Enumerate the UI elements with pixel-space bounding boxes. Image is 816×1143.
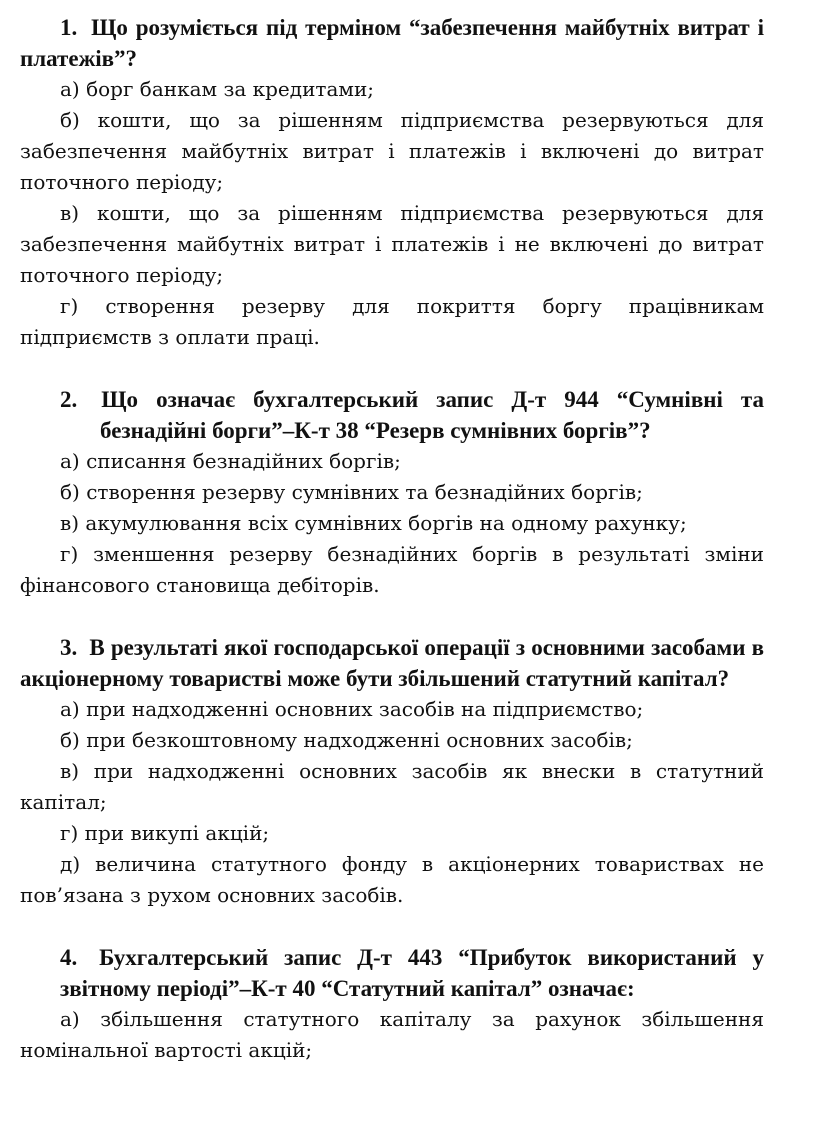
answer-option: а) списання безнадійних боргів; xyxy=(60,449,401,473)
answer-option: г) зменшення резерву безнадійних боргів в результаті зміни фінансового становища дебіторів. xyxy=(20,542,764,597)
answer-option: а) при надходженні основних засобів на підприємство; xyxy=(60,697,644,721)
question-text: Бухгалтерський запис Д-т 443 “Прибуток використаний у звітному періоді”–К-т 40 “Статутний капітал” означає: xyxy=(60,945,764,1001)
question-number: 1. xyxy=(60,15,78,40)
question-title xyxy=(20,632,764,694)
question-3 xyxy=(20,632,764,911)
question-number: 2. xyxy=(60,387,78,412)
question-title xyxy=(20,384,764,446)
answer-option: б) створення резерву сумнівних та безнадійних боргів; xyxy=(60,480,643,504)
question-title xyxy=(20,12,764,74)
question-text: Що розуміється під терміном “забезпечення майбутніх витрат і платежів”? xyxy=(20,15,764,71)
question-4 xyxy=(20,942,764,1066)
answer-option: а) збільшення статутного капіталу за рахунок збільшення номінальної вартості акцій; xyxy=(20,1007,764,1062)
question-text: Що означає бухгалтерський запис Д-т 944 “Сумнівні та безнадійні борги”–К-т 38 “Резерв сумнівних боргів”? xyxy=(100,387,764,443)
answer-option: в) акумулювання всіх сумнівних боргів на одному рахунку; xyxy=(60,511,687,535)
answer-option: д) величина статутного фонду в акціонерних товариствах не пов’язана з рухом основних засобів. xyxy=(20,852,764,907)
question-number: 3. xyxy=(60,635,78,660)
answer-option: г) створення резерву для покриття боргу працівникам підприємств з оплати праці. xyxy=(20,294,764,349)
answer-option: в) кошти, що за рішенням підприємства резервуються для забезпечення майбутніх витрат і платежів і не включені до витрат поточного періоду; xyxy=(20,201,764,287)
question-text: В результаті якої господарської операції з основними засобами в акціонерному товаристві може бути збільшений статутний капітал? xyxy=(20,635,764,691)
answer-option: а) борг банкам за кредитами; xyxy=(60,77,375,101)
question-title xyxy=(20,942,764,1004)
document-page xyxy=(20,12,764,1097)
question-2 xyxy=(20,384,764,601)
answer-option: б) при безкоштовному надходженні основних засобів; xyxy=(60,728,633,752)
answer-option: г) при викупі акцій; xyxy=(60,821,270,845)
answer-option: б) кошти, що за рішенням підприємства резервуються для забезпечення майбутніх витрат і платежів і включені до витрат поточного періоду; xyxy=(20,108,764,194)
question-number: 4. xyxy=(60,945,78,970)
answer-option: в) при надходженні основних засобів як внески в статутний капітал; xyxy=(20,759,764,814)
question-1 xyxy=(20,12,764,353)
